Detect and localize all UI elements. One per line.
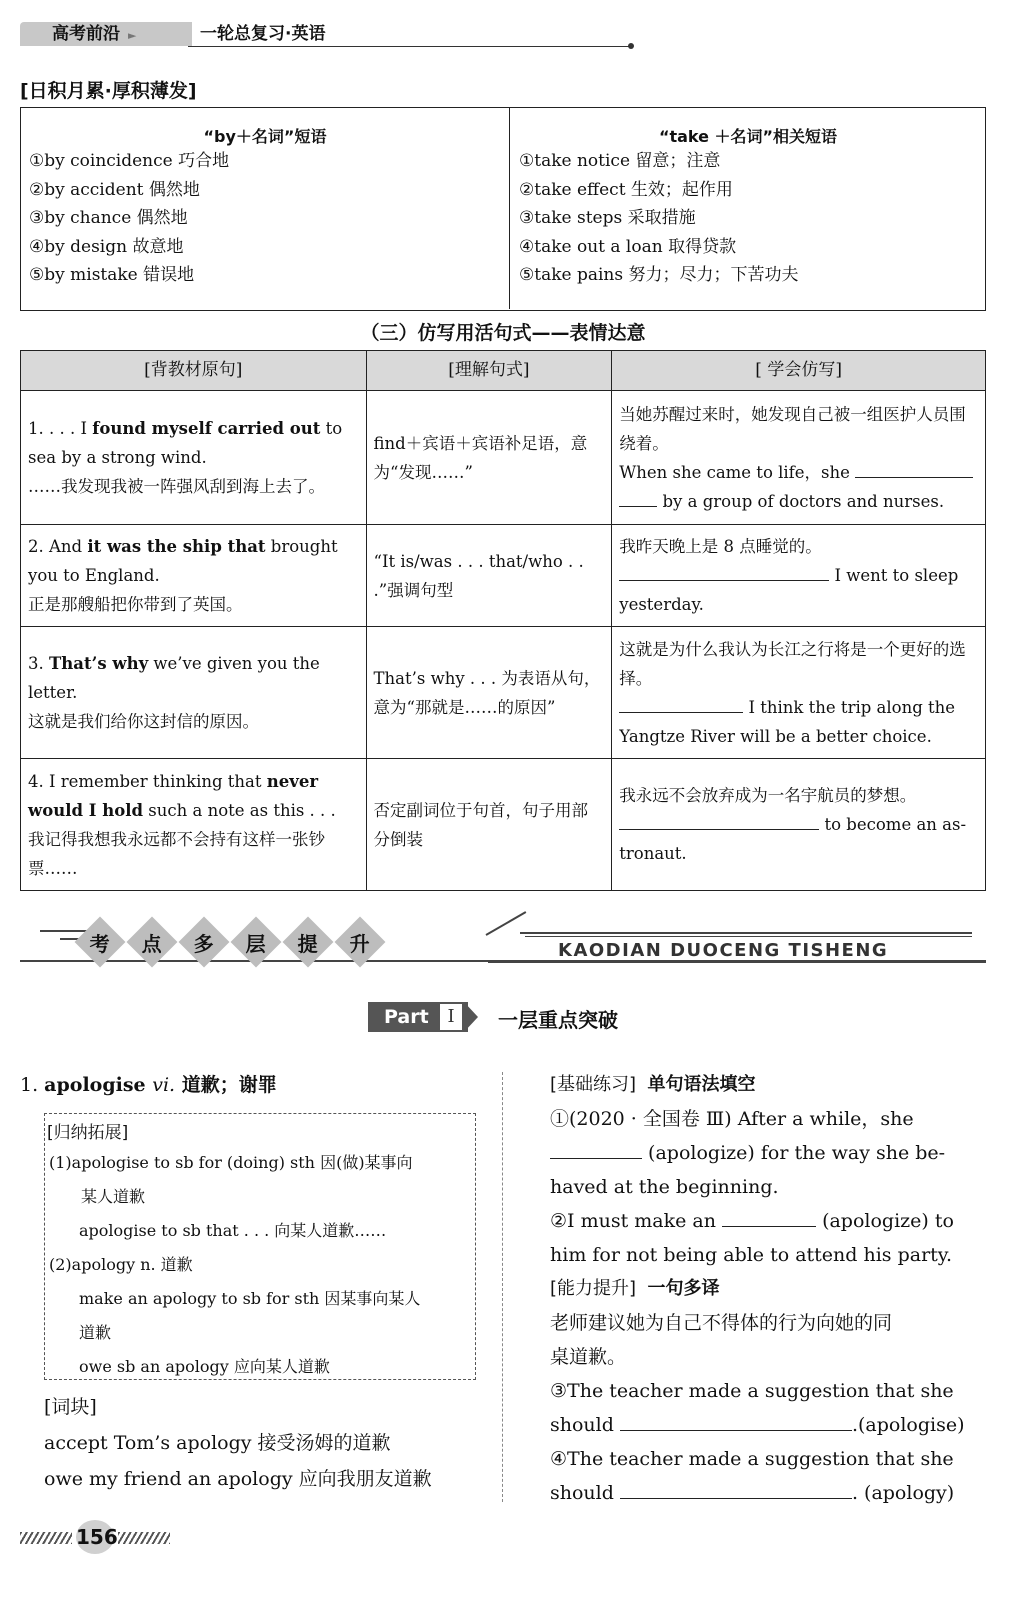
table-row xyxy=(21,391,986,525)
chinese-prompt: 桌道歉。 xyxy=(550,1346,627,1368)
question-1: ①(2020 · 全国卷 Ⅲ) After a while，she xyxy=(550,1108,914,1130)
chinese-prompt: 老师建议她为自己不得体的行为向她的同 xyxy=(550,1312,893,1334)
question-1-line: haved at the beginning. xyxy=(550,1176,779,1198)
take-phrases xyxy=(511,124,985,290)
answer-blank[interactable] xyxy=(855,459,973,478)
imitate-table xyxy=(20,350,986,891)
table-row xyxy=(21,627,986,759)
arrow-icon xyxy=(464,1002,478,1032)
list-item: (2)apology n. 道歉 xyxy=(49,1255,193,1274)
list-item: (1)apologise to sb for (doing) sth 因(做)某事向 xyxy=(49,1153,413,1172)
accumulate-title: [日积月累·厚积薄发] xyxy=(20,80,197,102)
basic-practice-heading: [基础练习] 单句语法填空 xyxy=(550,1074,756,1095)
table-row xyxy=(21,525,986,627)
by-phrases xyxy=(21,124,509,290)
accumulate-box xyxy=(20,107,986,311)
answer-blank[interactable] xyxy=(619,562,829,581)
list-item: ⑤by mistake 错误地 xyxy=(29,265,195,285)
take-phrases-head: “take ＋名词”相关短语 xyxy=(658,127,838,146)
original-sentence: 4. I remember thinking that never would I hold such a note as this . . . 我记得我想我永远都不会持有这样一张钞票…… xyxy=(21,759,367,891)
answer-blank[interactable] xyxy=(619,488,657,507)
expansion-box xyxy=(44,1113,476,1380)
answer-blank[interactable] xyxy=(620,1412,852,1431)
list-item: ①by coincidence 巧合地 xyxy=(29,151,230,171)
header-title: 一轮总复习·英语 xyxy=(200,24,326,44)
banner-char: 多 xyxy=(179,917,230,968)
answer-blank[interactable] xyxy=(619,694,743,713)
part-number: I xyxy=(440,1004,462,1030)
imitation-exercise: 当她苏醒过来时，她发现自己被一组医护人员围绕着。 When she came to life，she by a group of doctors and nurses. xyxy=(612,391,986,525)
footer-stripes xyxy=(20,1532,72,1544)
header-section-tab xyxy=(20,22,192,46)
question-4: ④The teacher made a suggestion that she xyxy=(550,1448,954,1470)
banner-char: 考 xyxy=(75,917,126,968)
list-item: owe my friend an apology 应向我朋友道歉 xyxy=(44,1468,432,1490)
table-header: [理解句式] xyxy=(366,351,612,391)
original-sentence: 3. That’s why we’ve given you the letter. 这就是我们给你这封信的原因。 xyxy=(21,627,367,759)
table-row xyxy=(21,759,986,891)
imitation-exercise: 这就是为什么我认为长江之行将是一个更好的选择。 I think the trip along the Yangtze River will be a better choice. xyxy=(612,627,986,759)
list-item: ③take steps 采取措施 xyxy=(519,208,696,228)
pattern-explanation: find＋宾语＋宾语补足语，意为“发现……” xyxy=(366,391,612,525)
pattern-explanation: That’s why . . . 为表语从句，意为“那就是……的原因” xyxy=(366,627,612,759)
footer-stripes xyxy=(118,1532,170,1544)
answer-blank[interactable] xyxy=(620,1480,852,1499)
header-section: 高考前沿 xyxy=(52,24,120,44)
banner-char: 层 xyxy=(231,917,282,968)
pattern-explanation: 否定副词位于句首，句子用部分倒装 xyxy=(366,759,612,891)
header-rule xyxy=(188,46,632,47)
list-item: ③by chance 偶然地 xyxy=(29,208,188,228)
banner-char: 提 xyxy=(283,917,334,968)
original-sentence: 1. . . . I found myself carried out to sea by a strong wind. ……我发现我被一阵强风刮到海上去了。 xyxy=(21,391,367,525)
list-item: owe sb an apology 应向某人道歉 xyxy=(79,1357,330,1376)
page-number: 156 xyxy=(76,1520,114,1554)
original-sentence: 2. And it was the ship that brought you to England. 正是那艘船把你带到了英国。 xyxy=(21,525,367,627)
list-item: make an apology to sb for sth 因某事向某人 xyxy=(79,1289,421,1308)
imitate-title: （三）仿写用活句式——表情达意 xyxy=(360,322,646,344)
chunk-label: [词块] xyxy=(44,1396,97,1418)
by-phrases-head: “by＋名词”短语 xyxy=(203,127,327,146)
banner-pinyin: KAODIAN DUOCENG TISHENG xyxy=(558,940,889,961)
answer-blank[interactable] xyxy=(619,811,819,830)
question-1-line: (apologize) for the way she be- xyxy=(550,1136,945,1170)
page-header xyxy=(20,22,632,48)
part-title: 一层重点突破 xyxy=(498,1008,618,1032)
answer-blank[interactable] xyxy=(722,1208,816,1227)
question-4-line: should . (apology) xyxy=(550,1482,955,1504)
list-item: ②by accident 偶然地 xyxy=(29,179,200,200)
table-header: [背教材原句] xyxy=(21,351,367,391)
imitation-exercise: 我昨天晚上是 8 点睡觉的。 I went to sleep yesterday. xyxy=(612,525,986,627)
imitation-exercise: 我永远不会放弃成为一名宇航员的梦想。 to become an as- tronaut. xyxy=(612,759,986,891)
answer-blank[interactable] xyxy=(550,1140,642,1159)
column-divider xyxy=(502,1072,503,1502)
list-item: ④by design 故意地 xyxy=(29,236,184,257)
table-header: [ 学会仿写] xyxy=(612,351,986,391)
pattern-explanation: “It is/was . . . that/who . . .”强调句型 xyxy=(366,525,612,627)
list-item: ①take notice 留意；注意 xyxy=(519,151,721,171)
list-item: ⑤take pains 努力；尽力；下苦功夫 xyxy=(519,265,799,285)
list-item: ④take out a loan 取得贷款 xyxy=(519,236,737,257)
entry-title: 1. apologise vi. 道歉；谢罪 xyxy=(20,1074,277,1096)
banner-chars xyxy=(82,920,378,960)
banner-char: 升 xyxy=(335,917,386,968)
banner-rule xyxy=(520,932,972,934)
question-2: ②I must make an (apologize) to xyxy=(550,1210,954,1232)
list-item: ②take effect 生效；起作用 xyxy=(519,179,733,200)
question-2-line: him for not being able to attend his party. xyxy=(550,1244,953,1266)
header-dot xyxy=(628,43,634,49)
question-3-line: should .(apologise) xyxy=(550,1414,965,1436)
section-banner xyxy=(20,920,986,966)
box-label: [归纳拓展] xyxy=(47,1123,129,1143)
list-item: 道歉 xyxy=(79,1323,112,1342)
part-badge: Part xyxy=(368,1002,468,1032)
ability-heading: [能力提升] 一句多译 xyxy=(550,1278,720,1299)
banner-rule xyxy=(525,936,972,937)
accumulate-divider xyxy=(509,108,510,309)
question-3: ③The teacher made a suggestion that she xyxy=(550,1380,954,1402)
list-item: accept Tom’s apology 接受汤姆的道歉 xyxy=(44,1432,391,1454)
banner-char: 点 xyxy=(127,917,178,968)
list-item: apologise to sb that . . . 向某人道歉…… xyxy=(79,1221,387,1240)
table-header-row xyxy=(21,351,986,391)
list-item: 某人道歉 xyxy=(81,1187,146,1206)
arrow-icon: ► xyxy=(128,29,137,42)
